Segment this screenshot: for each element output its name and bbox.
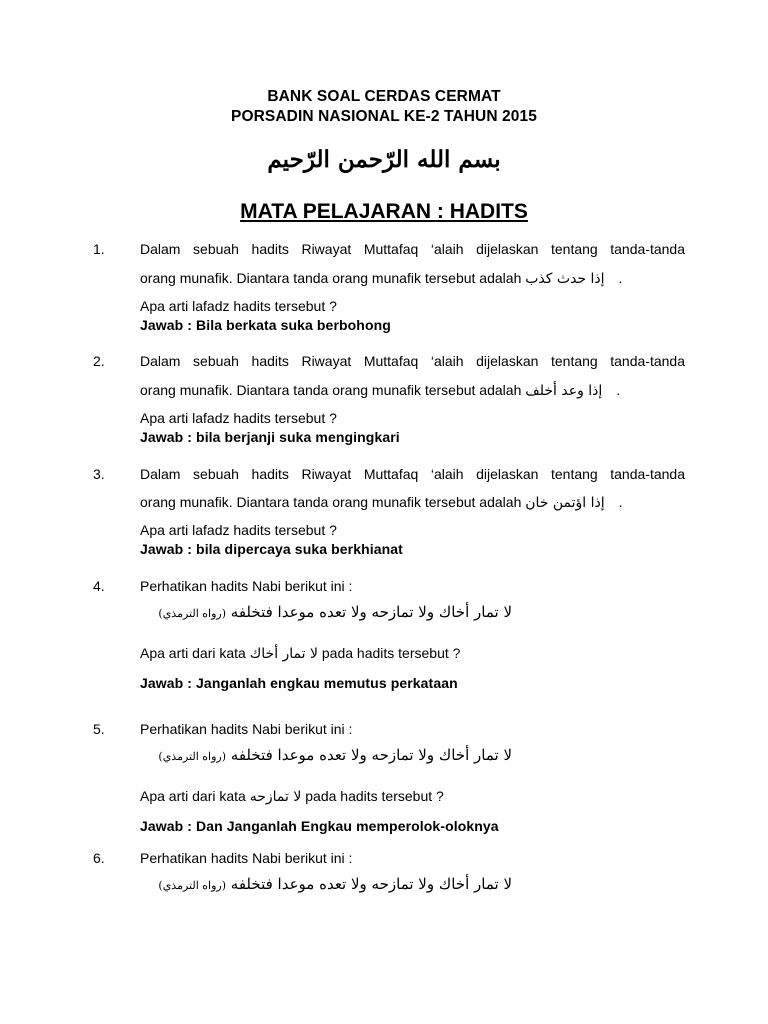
question-intro: Perhatikan hadits Nabi berikut ini : [140, 578, 353, 594]
question-prompt: Apa arti lafadz hadits tersebut ? [140, 522, 337, 538]
question-text: Dalam sebuah hadits Riwayat Muttafaq ‘alaih dijelaskan tentang tanda-tanda [140, 241, 685, 257]
question-intro: Perhatikan hadits Nabi berikut ini : [140, 850, 353, 866]
answer: Jawab : Bila berkata suka berbohong [140, 317, 391, 333]
line-end: . [618, 494, 623, 510]
question-prompt: Apa arti lafadz hadits tersebut ? [140, 298, 337, 314]
line-end: . [616, 382, 621, 398]
hadith-source: (رواه الترمذي) [158, 607, 227, 620]
hadith-arabic: لا تمار أخاك ولا تمازحه ولا تعده موعدا فتخلفه [230, 875, 512, 893]
prompt-text: pada hadits tersebut ? [321, 645, 461, 661]
arabic-phrase: إذا اؤتمن خان [525, 495, 605, 511]
prompt-text: Apa arti dari kata [140, 645, 246, 661]
line-end: . [618, 270, 623, 286]
basmalah: بسم الله الرّحمن الرّحيم [267, 146, 501, 173]
question-prompt [140, 645, 685, 662]
hadith-text [140, 746, 512, 764]
hadith-arabic: لا تمار أخاك ولا تمازحه ولا تعده موعدا فتخلفه [230, 603, 512, 621]
answer: Jawab : Janganlah engkau memutus perkataan [140, 675, 458, 691]
question-text: orang munafik. Diantara tanda orang munafik tersebut adalah [140, 494, 522, 510]
hadith-source: (رواه الترمذي) [158, 750, 227, 763]
question-number: 2. [93, 353, 105, 369]
question-text: Dalam sebuah hadits Riwayat Muttafaq ‘alaih dijelaskan tentang tanda-tanda [140, 353, 685, 369]
question-prompt: Apa arti lafadz hadits tersebut ? [140, 410, 337, 426]
question-prompt [140, 788, 685, 805]
subject-heading: MATA PELAJARAN : HADITS [240, 200, 528, 223]
question-number: 4. [93, 578, 105, 594]
question-number: 6. [93, 850, 105, 866]
hadith-source: (رواه الترمذي) [158, 879, 227, 892]
question-text: Dalam sebuah hadits Riwayat Muttafaq ‘alaih dijelaskan tentang tanda-tanda [140, 466, 685, 482]
question-text: orang munafik. Diantara tanda orang munafik tersebut adalah [140, 382, 522, 398]
arabic-phrase: إذا حدث كذب [525, 271, 605, 287]
document-subtitle: PORSADIN NASIONAL KE-2 TAHUN 2015 [231, 108, 537, 125]
hadith-arabic: لا تمار أخاك ولا تمازحه ولا تعده موعدا فتخلفه [230, 746, 512, 764]
question-number: 5. [93, 721, 105, 737]
arabic-phrase: لا تمازحه [249, 789, 302, 805]
question-text-line2 [140, 270, 685, 287]
question-text: orang munafik. Diantara tanda orang munafik tersebut adalah [140, 270, 522, 286]
answer: Jawab : Dan Janganlah Engkau memperolok-oloknya [140, 818, 499, 834]
arabic-phrase: لا تمار أخاك [249, 646, 318, 662]
question-number: 3. [93, 466, 105, 482]
answer: Jawab : bila dipercaya suka berkhianat [140, 541, 403, 557]
document-title: BANK SOAL CERDAS CERMAT [267, 88, 501, 105]
question-number: 1. [93, 241, 105, 257]
hadith-text [140, 875, 512, 893]
question-intro: Perhatikan hadits Nabi berikut ini : [140, 721, 353, 737]
answer: Jawab : bila berjanji suka mengingkari [140, 429, 400, 445]
question-text-line2 [140, 382, 685, 399]
hadith-text [140, 603, 512, 621]
prompt-text: Apa arti dari kata [140, 788, 246, 804]
arabic-phrase: إذا وعد أخلف [525, 383, 603, 399]
prompt-text: pada hadits tersebut ? [305, 788, 444, 804]
question-text-line2 [140, 494, 685, 511]
